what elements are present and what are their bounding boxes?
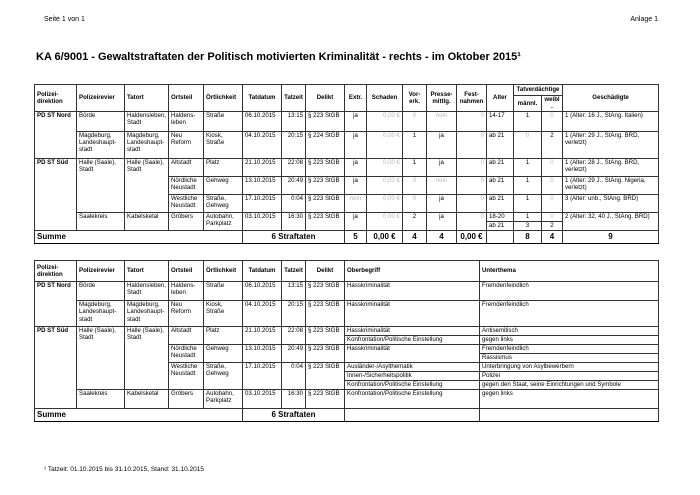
table-row xyxy=(35,282,659,301)
table-row xyxy=(35,212,659,221)
cell-direktion xyxy=(35,363,77,390)
cell-maennl: 1 xyxy=(514,212,542,221)
cell-ortsteil: Westliche Neustadt xyxy=(169,194,204,212)
cell-tatort xyxy=(125,345,169,363)
cell-oberbegriff: Konfrontation/Politische Einstellung xyxy=(345,336,480,345)
table-row xyxy=(35,390,659,409)
cell-unterthema: Rassismus xyxy=(480,354,659,363)
cell-weibl: 0 xyxy=(542,212,563,221)
cell-tatzeit: 20:49 xyxy=(282,345,306,363)
cell-oertlichkeit: Gehweg xyxy=(204,345,243,363)
cell-oertlichkeit: Kiosk, Straße xyxy=(204,301,243,327)
cell-revier: Halle (Saale), Stadt xyxy=(77,327,125,345)
cell-revier xyxy=(77,363,125,390)
cell-direktion: PD ST Nord xyxy=(35,111,77,131)
cell-presse: ja xyxy=(427,158,457,176)
sum-label: Summe xyxy=(35,230,243,243)
cell-tatdatum: 13.10.2015 xyxy=(243,176,282,194)
sum-row xyxy=(35,230,659,243)
cell-unterthema: gegen links xyxy=(480,390,659,409)
sum-weibl: 4 xyxy=(542,230,563,243)
cell-direktion xyxy=(35,131,77,158)
cell-direktion xyxy=(35,390,77,409)
cell-tatzeit: 0:04 xyxy=(282,194,306,212)
header-alter: Alter xyxy=(487,85,514,112)
cell-presse: nein xyxy=(427,176,457,194)
cell-maennl: 1 xyxy=(514,194,542,212)
cell-direktion xyxy=(35,301,77,327)
cell-geschaedigte: 1 (Alter: 28 J., StAng. BRD, verletzt) xyxy=(563,158,659,176)
cell-presse: nein xyxy=(427,111,457,131)
cell-festnahmen: 0 xyxy=(457,131,487,158)
cell-weibl: 2 xyxy=(542,221,563,230)
cell-alter: ab 21 xyxy=(487,194,514,212)
cell-direktion: PD ST Süd xyxy=(35,327,77,345)
table-row xyxy=(35,176,659,194)
cell-schaden: 0,00 € xyxy=(367,212,403,230)
table-row xyxy=(35,301,659,327)
cell-tatzeit: 20:49 xyxy=(282,176,306,194)
cell-revier: Börde xyxy=(77,111,125,131)
header-festnahmen: Fest-nahmen xyxy=(457,85,487,112)
header-revier: Polizeirevier xyxy=(77,85,125,112)
header-geschaedigte: Geschädigte xyxy=(563,85,659,112)
header-tatdatum: Tatdatum xyxy=(243,85,282,112)
cell-oberbegriff: Hasskriminalität xyxy=(345,301,480,327)
header-schaden: Schaden xyxy=(367,85,403,112)
cell-geschaedigte: 1 (Alter: 29 J., StAng. Nigeria, verletzt) xyxy=(563,176,659,194)
cell-schaden: 0,00 € xyxy=(367,111,403,131)
cell-weibl: 2 xyxy=(542,131,563,158)
cell-delikt: § 224 StGB xyxy=(306,131,345,158)
cell-tatdatum: 21.10.2015 xyxy=(243,158,282,176)
sum-row xyxy=(35,409,659,422)
cell-vorerk: 1 xyxy=(403,131,427,158)
sum-presse: 4 xyxy=(427,230,457,243)
cell-delikt: § 223 StGB xyxy=(306,363,345,390)
cell-oberbegriff: Ausländer-/Asylthematik xyxy=(345,363,480,372)
cell-geschaedigte: 1 (Alter: 29 J., StAng. BRD, verletzt) xyxy=(563,131,659,158)
cell-delikt: § 223 StGB xyxy=(306,345,345,363)
sum-maennl: 8 xyxy=(514,230,542,243)
cell-festnahmen: 0 xyxy=(457,158,487,176)
cell-alter: ab 21 xyxy=(487,176,514,194)
header-oberbegriff: Oberbegriff xyxy=(345,261,480,282)
cell-tatort: Magdeburg, Landeshaupt-stadt xyxy=(125,301,169,327)
cell-direktion xyxy=(35,176,77,194)
cell-revier: Saalekreis xyxy=(77,390,125,409)
cell-extr: ja xyxy=(345,176,367,194)
cell-oertlichkeit: Autobahn, Parkplatz xyxy=(204,212,243,230)
cell-tatdatum: 04.10.2015 xyxy=(243,131,282,158)
header-tatzeit: Tatzeit xyxy=(282,261,306,282)
cell-extr: nein xyxy=(345,194,367,212)
cell-tatort: Kabelsketal xyxy=(125,390,169,409)
cell-ortsteil: Altstadt xyxy=(169,158,204,176)
cell-direktion xyxy=(35,345,77,363)
cell-direktion: PD ST Süd xyxy=(35,158,77,176)
cell-tatort xyxy=(125,194,169,212)
table-row xyxy=(35,111,659,131)
table-row xyxy=(35,327,659,336)
cell-festnahmen: 0 xyxy=(457,194,487,212)
header-tatort: Tatort xyxy=(125,85,169,112)
cell-delikt: § 223 StGB xyxy=(306,212,345,230)
cell-unterthema: Unterbringung von Asylbewerbern xyxy=(480,363,659,372)
cell-delikt: § 223 StGB xyxy=(306,158,345,176)
cell-unterthema: gegen den Staat, seine Einrichtungen und Symbole xyxy=(480,381,659,390)
header-tatort: Tatort xyxy=(125,261,169,282)
header-unterthema: Unterthema xyxy=(480,261,659,282)
cell-tatzeit: 16:30 xyxy=(282,212,306,230)
cell-delikt: § 223 StGB xyxy=(306,176,345,194)
cell-oberbegriff: Konfrontation/Politische Einstellung xyxy=(345,381,480,390)
cell-extr: ja xyxy=(345,212,367,230)
cell-tatort: Magdeburg, Landeshaupt-stadt xyxy=(125,131,169,158)
cell-tatort xyxy=(125,363,169,390)
cell-tatdatum: 17.10.2015 xyxy=(243,363,282,390)
table-row xyxy=(35,363,659,372)
cell-geschaedigte: 1 (Alter: 16 J., StAng. Italien) xyxy=(563,111,659,131)
cell-unterthema: Antisemitisch xyxy=(480,327,659,336)
cell-revier xyxy=(77,194,125,212)
sum-straftaten: 6 Straftaten xyxy=(243,409,345,422)
cell-tatzeit: 22:08 xyxy=(282,327,306,345)
cell-tatort: Halle (Saale), Stadt xyxy=(125,158,169,176)
table-row xyxy=(35,158,659,176)
cell-extr: ja xyxy=(345,111,367,131)
cell-oberbegriff: Innen-/Sicherheitspolitik xyxy=(345,372,480,381)
cell-direktion xyxy=(35,194,77,212)
cell-oertlichkeit: Straße xyxy=(204,282,243,301)
sum-label: Summe xyxy=(35,409,243,422)
cell-revier: Halle (Saale), Stadt xyxy=(77,158,125,176)
cell-tatort: Haldensleben, Stadt xyxy=(125,111,169,131)
cell-alter: 18-20 xyxy=(487,212,514,221)
header-oertlichkeit: Örtlichkeit xyxy=(204,85,243,112)
cell-tatdatum: 13.10.2015 xyxy=(243,345,282,363)
cell-delikt: § 223 StGB xyxy=(306,111,345,131)
cell-alter: ab 21 xyxy=(487,158,514,176)
cell-oertlichkeit: Platz xyxy=(204,158,243,176)
header-tatzeit: Tatzeit xyxy=(282,85,306,112)
cell-geschaedigte: 2 (Alter: 32, 40 J., StAng. BRD) xyxy=(563,212,659,230)
cell-tatdatum: 21.10.2015 xyxy=(243,327,282,345)
cell-tatort: Halle (Saale), Stadt xyxy=(125,327,169,345)
cell-delikt: § 223 StGB xyxy=(306,301,345,327)
header-ortsteil: Ortsteil xyxy=(169,85,204,112)
cell-presse: ja xyxy=(427,212,457,230)
cell-delikt: § 223 StGB xyxy=(306,390,345,409)
cell-maennl: 1 xyxy=(514,158,542,176)
cell-ortsteil: Gröbers xyxy=(169,212,204,230)
header-delikt: Delikt xyxy=(306,85,345,112)
cell-revier: Saalekreis xyxy=(77,212,125,230)
cell-tatzeit: 20:15 xyxy=(282,131,306,158)
cell-ortsteil: Gröbers xyxy=(169,390,204,409)
header-maennlich: männl. xyxy=(514,96,542,112)
cell-oberbegriff: Hasskriminalität xyxy=(345,345,480,354)
cell-delikt: § 223 StGB xyxy=(306,194,345,212)
cell-extr: ja xyxy=(345,131,367,158)
cell-revier: Börde xyxy=(77,282,125,301)
sum-straftaten: 6 Straftaten xyxy=(243,230,345,243)
cell-oertlichkeit: Autobahn, Parkplatz xyxy=(204,390,243,409)
document-title: KA 6/9001 - Gewaltstraftaten der Politisch motivierten Kriminalität - rechts - im Oktober 2015¹ xyxy=(36,51,521,63)
cell-revier xyxy=(77,345,125,363)
header-delikt: Delikt xyxy=(306,261,345,282)
cell-oertlichkeit: Platz xyxy=(204,327,243,345)
cell-vorerk: 2 xyxy=(403,212,427,230)
cell-tatdatum: 03.10.2015 xyxy=(243,212,282,230)
cell-tatort: Kabelsketal xyxy=(125,212,169,230)
cell-ortsteil: Haldens-leben xyxy=(169,282,204,301)
footnote: ¹ Tatzeit: 01.10.2015 bis 31.10.2015, Stand: 31.10.2015 xyxy=(44,466,204,473)
cell-direktion xyxy=(35,212,77,230)
cell-ortsteil: Neu Reform xyxy=(169,131,204,158)
cell-schaden: 0,00 € xyxy=(367,158,403,176)
header-oertlichkeit: Örtlichkeit xyxy=(204,261,243,282)
table-row xyxy=(35,194,659,212)
cell-festnahmen: 0 xyxy=(457,212,487,230)
cell-schaden: 0,00 € xyxy=(367,176,403,194)
cell-revier: Magdeburg, Landeshaupt-stadt xyxy=(77,301,125,327)
header-vorerk: Vor-erk. xyxy=(403,85,427,112)
cell-tatzeit: 13:15 xyxy=(282,111,306,131)
sum-geschaedigte: 9 xyxy=(563,230,659,243)
cell-delikt: § 223 StGB xyxy=(306,282,345,301)
header-ortsteil: Ortsteil xyxy=(169,261,204,282)
sum-festnahmen: 0,00 € xyxy=(457,230,487,243)
cell-vorerk: 0 xyxy=(403,111,427,131)
crime-classification-table xyxy=(34,260,659,422)
cell-tatort: Haldensleben, Stadt xyxy=(125,282,169,301)
cell-tatzeit: 13:15 xyxy=(282,282,306,301)
cell-vorerk: 1 xyxy=(403,158,427,176)
header-tatverdaechtige: Tatverdächtige xyxy=(514,85,563,96)
cell-ortsteil: Neu Reform xyxy=(169,301,204,327)
cell-unterthema: gegen links xyxy=(480,336,659,345)
cell-ortsteil: Westliche Neustadt xyxy=(169,363,204,390)
cell-unterthema: Polizei xyxy=(480,372,659,381)
cell-tatdatum: 17.10.2015 xyxy=(243,194,282,212)
cell-schaden: 0,00 € xyxy=(367,194,403,212)
header-presse: Presse-mittlg. xyxy=(427,85,457,112)
table-row xyxy=(35,131,659,158)
table-row xyxy=(35,345,659,354)
cell-maennl: 3 xyxy=(514,221,542,230)
sum-extr: 5 xyxy=(345,230,367,243)
cell-presse: ja xyxy=(427,131,457,158)
sum-schaden: 0,00 € xyxy=(367,230,403,243)
header-direktion: Polizei-direktion xyxy=(35,261,77,282)
cell-alter: 14-17 xyxy=(487,111,514,131)
cell-oertlichkeit: Gehweg xyxy=(204,176,243,194)
cell-tatort xyxy=(125,176,169,194)
cell-weibl: 0 xyxy=(542,158,563,176)
cell-tatzeit: 20:15 xyxy=(282,301,306,327)
cell-festnahmen: 0 xyxy=(457,111,487,131)
cell-geschaedigte: 3 (Alter: unb., StAng. BRD) xyxy=(563,194,659,212)
cell-direktion: PD ST Nord xyxy=(35,282,77,301)
cell-oberbegriff: Hasskriminalität xyxy=(345,282,480,301)
cell-alter: ab 21 xyxy=(487,221,514,230)
cell-oertlichkeit: Straße, Gehweg xyxy=(204,194,243,212)
cell-schaden: 0,00 € xyxy=(367,131,403,158)
cell-tatdatum: 06.10.2015 xyxy=(243,282,282,301)
cell-oberbegriff: Hasskriminalität xyxy=(345,327,480,336)
cell-ortsteil: Altstadt xyxy=(169,327,204,345)
cell-oberbegriff xyxy=(345,354,480,363)
cell-tatzeit: 22:08 xyxy=(282,158,306,176)
cell-unterthema: Fremdenfeindlich xyxy=(480,282,659,301)
sum-vorerk: 4 xyxy=(403,230,427,243)
cell-weibl: 0 xyxy=(542,194,563,212)
cell-presse: ja xyxy=(427,194,457,212)
cell-maennl: 1 xyxy=(514,111,542,131)
header-direktion: Polizei-direktion xyxy=(35,85,77,112)
header-weiblich: weibl. xyxy=(542,96,563,112)
cell-ortsteil: Nördliche Neustadt xyxy=(169,176,204,194)
cell-revier: Magdeburg, Landeshaupt-stadt xyxy=(77,131,125,158)
cell-extr: ja xyxy=(345,158,367,176)
cell-oertlichkeit: Kiosk, Straße xyxy=(204,131,243,158)
page-number: Seite 1 von 1 xyxy=(44,16,85,23)
sum-oberbegriff xyxy=(345,409,480,422)
cell-vorerk: 0 xyxy=(403,176,427,194)
sum-alter xyxy=(487,230,514,243)
cell-ortsteil: Nördliche Neustadt xyxy=(169,345,204,363)
cell-oertlichkeit: Straße, Gehweg xyxy=(204,363,243,390)
cell-festnahmen: 0 xyxy=(457,176,487,194)
cell-tatdatum: 04.10.2015 xyxy=(243,301,282,327)
cell-ortsteil: Haldens-leben xyxy=(169,111,204,131)
cell-maennl: 0 xyxy=(514,131,542,158)
header-tatdatum: Tatdatum xyxy=(243,261,282,282)
attachment-label: Anlage 1 xyxy=(630,16,658,23)
header-revier: Polizeirevier xyxy=(77,261,125,282)
cell-tatzeit: 0:04 xyxy=(282,363,306,390)
header-extr: Extr. xyxy=(345,85,367,112)
cell-alter: ab 21 xyxy=(487,131,514,158)
cell-tatdatum: 03.10.2015 xyxy=(243,390,282,409)
cell-unterthema: Fremdenfeindlich xyxy=(480,345,659,354)
crime-details-table xyxy=(34,84,659,244)
cell-tatdatum: 06.10.2015 xyxy=(243,111,282,131)
cell-maennl: 1 xyxy=(514,176,542,194)
cell-delikt: § 223 StGB xyxy=(306,327,345,345)
cell-unterthema: Fremdenfeindlich xyxy=(480,301,659,327)
cell-weibl: 0 xyxy=(542,176,563,194)
cell-weibl: 0 xyxy=(542,111,563,131)
sum-unterthema xyxy=(480,409,659,422)
cell-oertlichkeit: Straße xyxy=(204,111,243,131)
cell-tatzeit: 16:30 xyxy=(282,390,306,409)
cell-oberbegriff: Konfrontation/Politische Einstellung xyxy=(345,390,480,409)
cell-vorerk: 0 xyxy=(403,194,427,212)
cell-revier xyxy=(77,176,125,194)
